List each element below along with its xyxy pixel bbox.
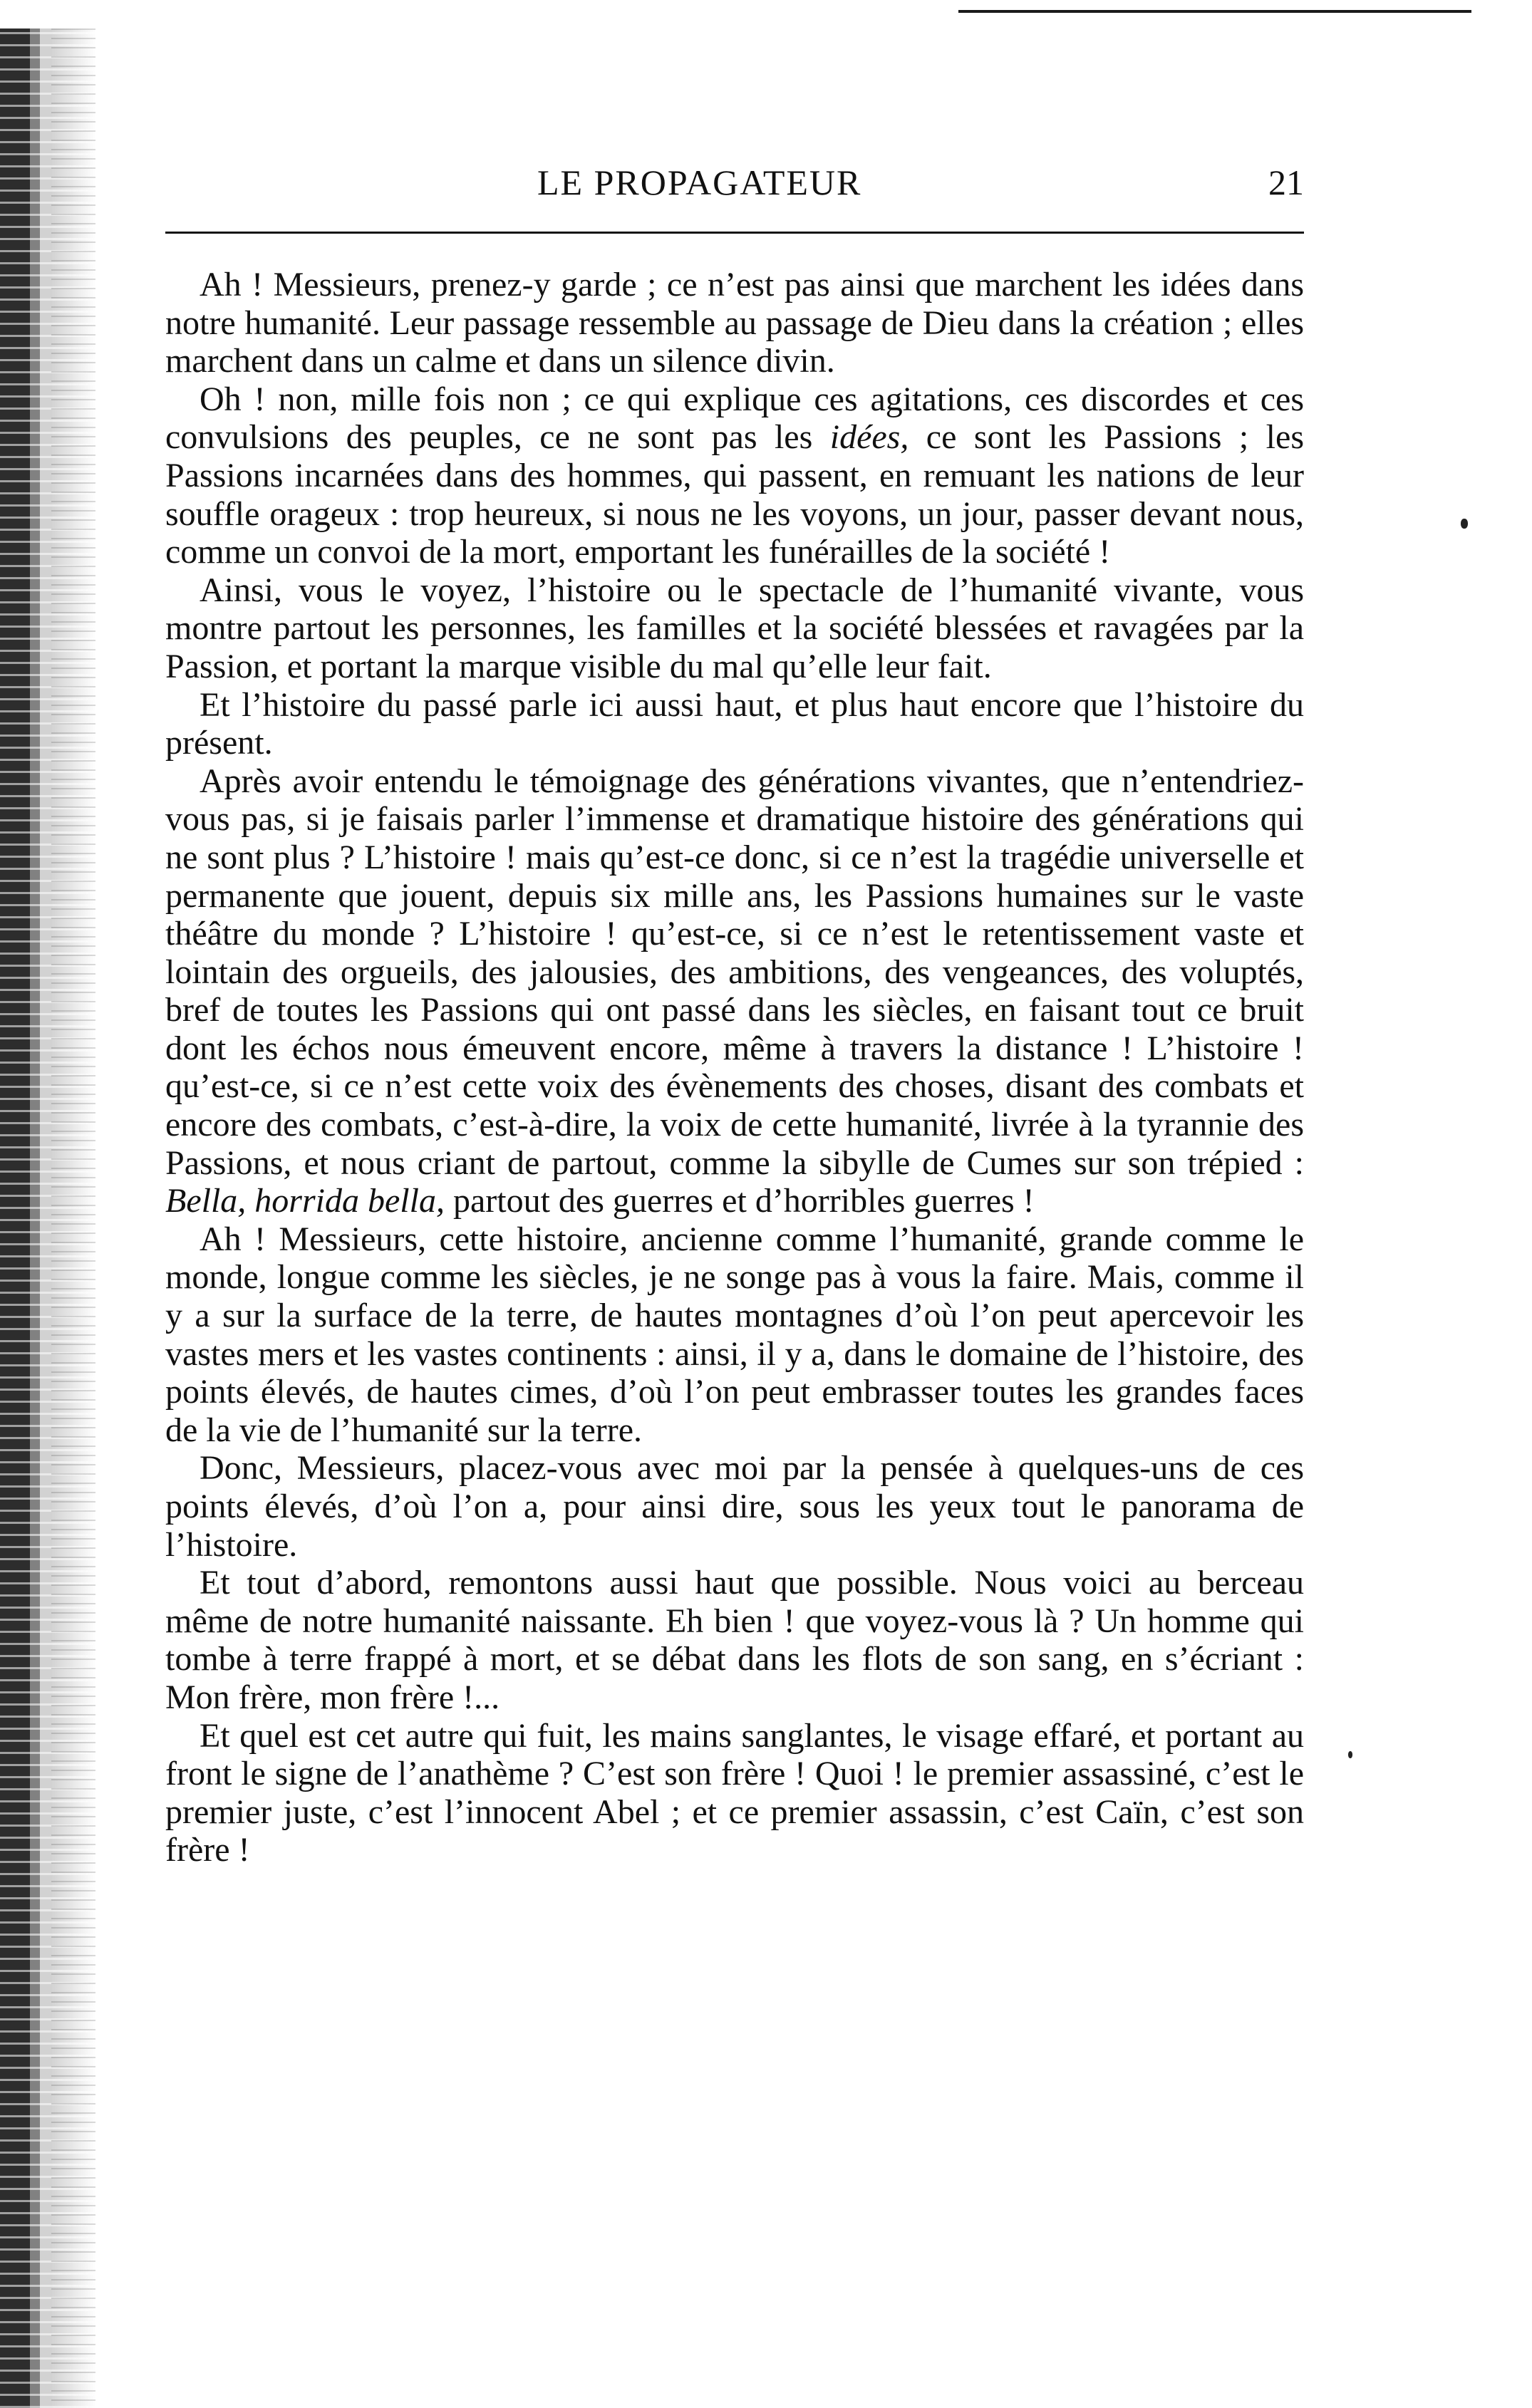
paragraph [165,1220,1304,1450]
paragraph-text-tail: ce sont les Passions ; les Passions incarnées dans des hommes, qui passent, en remuant les nations de leur souffle orageux : trop heureux, si nous ne les voyons, un jour, passer devant nous, comme un convoi de la mort, emportant les funérailles de la société ! [165,418,1304,571]
paragraph [165,1449,1304,1564]
paragraph-text: Oh ! non, mille fois non ; ce qui explique ces agitations, ces discordes et ces convulsions des peuples, ce ne sont pas les [165,380,1304,457]
running-title: LE PROPAGATEUR [537,162,862,202]
page-header [165,146,1304,232]
margin-ink-speck [1461,519,1468,529]
paragraph [165,266,1304,380]
paragraph-text: Et tout d’abord, remontons aussi haut que possible. Nous voici au berceau même de notre humanité naissante. Eh bien ! que voyez-vous là ? Un homme qui tombe à terre frappé à mort, et se débat dans les flots de son sang, en s’écriant : Mon frère, mon frère !... [165,1564,1304,1716]
margin-ink-speck [1348,1751,1352,1758]
paragraph-text: Et l’histoire du passé parle ici aussi haut, et plus haut encore que l’histoire du présent. [165,685,1304,762]
paragraph-text: Et quel est cet autre qui fuit, les mains sanglantes, le visage effaré, et portant au front le signe de l’anathème ? C’est son frère ! Quoi ! le premier assassiné, c’est le premier juste, c’est l’innocent Abel ; et ce premier assassin, c’est Caïn, c’est son frère ! [165,1716,1304,1869]
paragraph-text-tail: partout des guerres et d’horribles guerres ! [444,1182,1035,1220]
paragraph-text: Après avoir entendu le témoignage des générations vivantes, que n’entendriez-vous pas, si je faisais parler l’immense et dramatique histoire des générations qui ne sont plus ? L’histoire ! mais qu’est-ce donc, si ce n’est la tragédie universelle et permanente que jouent, depuis six mille ans, les Passions humaines sur le vaste théâtre du monde ? L’histoire ! qu’est-ce, si ce n’est le retentissement vaste et lointain des orgueils, des jalousies, des ambitions, des vengeances, des voluptés, bref de toutes les Passions qui ont passé dans les siècles, en faisant tout ce bruit dont les échos nous émeuvent encore, même à travers la distance ! L’histoire ! qu’est-ce, si ce n’est cette voix des évènements des choses, disant des combats et encore des combats, c’est-à-dire, la voix de cette humanité, livrée à la tyrannie des Passions, et nous criant de partout, comme la sibylle de Cumes sur son trépied : [165,762,1304,1182]
paragraph-text: Ainsi, vous le voyez, l’histoire ou le spectacle de l’humanité vivante, vous montre partout les personnes, les familles et la société blessées et ravagées par la Passion, et portant la marque visible du mal qu’elle leur fait. [165,571,1304,685]
paragraph [165,762,1304,1220]
page-number: 21 [1268,162,1304,202]
top-scan-rule [958,10,1471,13]
book-page [165,146,1304,1869]
paragraph [165,380,1304,571]
italic-phrase: Bella, horrida bella, [165,1182,445,1220]
paragraph [165,1564,1304,1716]
paragraph-text: Ah ! Messieurs, prenez-y garde ; ce n’est pas ainsi que marchent les idées dans notre humanité. Leur passage ressemble au passage de Dieu dans la création ; elles marchent dans un calme et dans un silence divin. [165,266,1304,380]
paragraph-text: Ah ! Messieurs, cette histoire, ancienne comme l’humanité, grande comme le monde, longue comme les siècles, je ne songe pas à vous la faire. Mais, comme il y a sur la surface de la terre, de hautes montagnes d’où l’on peut apercevoir les vastes mers et les vastes continents : ainsi, il y a, dans le domaine de l’histoire, des points élevés, de hautes cimes, d’où l’on peut embrasser toutes les grandes faces de la vie de l’humanité sur la terre. [165,1220,1304,1449]
paragraph-text: Donc, Messieurs, placez-vous avec moi par la pensée à quelques-uns de ces points élevés, d’où l’on a, pour ainsi dire, sous les yeux tout le panorama de l’histoire. [165,1449,1304,1564]
page-body [165,266,1304,1869]
scan-left-edge-shadow [0,28,96,2408]
paragraph [165,1717,1304,1869]
header-rule [165,232,1304,234]
paragraph [165,571,1304,686]
italic-phrase: idées, [829,418,909,457]
paragraph [165,686,1304,762]
